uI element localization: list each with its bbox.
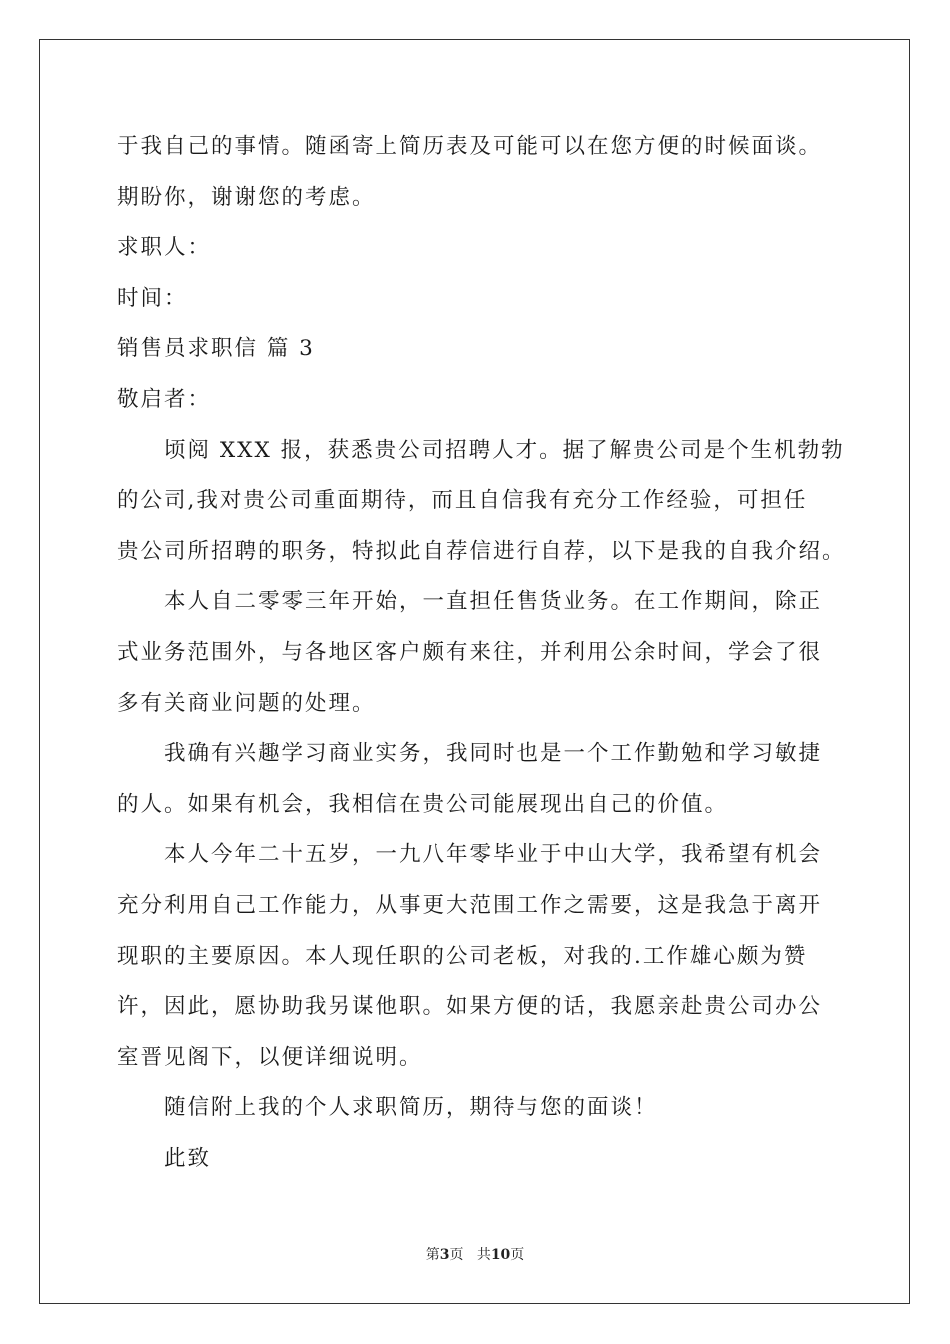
paragraph-line: 随信附上我的个人求职简历，期待与您的面谈！ (164, 1095, 658, 1121)
paragraph-line: 顷阅 XXX 报，获悉贵公司招聘人才。据了解贵公司是个生机勃勃 (164, 437, 845, 463)
paragraph-line: 贵公司所招聘的职务，特拟此自荐信进行自荐，以下是我的自我介绍。 (117, 538, 846, 564)
closing-line: 此致 (164, 1145, 212, 1171)
paragraph-line: 多有关商业问题的处理。 (117, 690, 376, 716)
footer-total-prefix: 共 (476, 1247, 491, 1263)
paragraph-line: 室晋见阁下，以便详细说明。 (117, 1044, 423, 1070)
page-footer (0, 1245, 950, 1265)
current-page-number: 3 (439, 1247, 450, 1263)
date-label: 时间： (117, 285, 188, 311)
total-pages-number: 10 (490, 1247, 511, 1263)
section-heading: 销售员求职信 篇 3 (117, 336, 315, 362)
paragraph-line: 的公司,我对贵公司重面期待，而且自信我有充分工作经验，可担任 (117, 488, 808, 514)
paragraph-line: 充分利用自己工作能力，从事更大范围工作之需要，这是我急于离开 (117, 892, 823, 918)
footer-page-suffix: 页 (449, 1247, 464, 1263)
paragraph-line: 本人自二零零三年开始，一直担任售货业务。在工作期间，除正 (164, 589, 823, 615)
paragraph-line: 我确有兴趣学习商业实务，我同时也是一个工作勤勉和学习敏捷 (164, 741, 823, 767)
text-line: 于我自己的事情。随函寄上简历表及可能可以在您方便的时候面谈。 (117, 134, 823, 159)
paragraph-line: 本人今年二十五岁，一九八年零毕业于中山大学，我希望有机会 (164, 842, 823, 868)
footer-prefix: 第 (425, 1247, 440, 1263)
paragraph-line: 式业务范围外，与各地区客户颇有来往，并利用公余时间，学会了很 (117, 639, 823, 665)
paragraph-line: 现职的主要原因。本人现任职的公司老板，对我的.工作雄心颇为赞 (117, 943, 808, 969)
footer-total-suffix: 页 (510, 1247, 525, 1263)
paragraph-line: 的人。如果有机会，我相信在贵公司能展现出自己的价值。 (117, 791, 729, 817)
applicant-label: 求职人： (117, 235, 212, 261)
paragraph-line: 许，因此，愿协助我另谋他职。如果方便的话，我愿亲赴贵公司办公 (117, 994, 823, 1020)
salutation: 敬启者： (117, 386, 212, 412)
text-line: 期盼你，谢谢您的考虑。 (117, 184, 376, 210)
letter-body (117, 122, 846, 1184)
